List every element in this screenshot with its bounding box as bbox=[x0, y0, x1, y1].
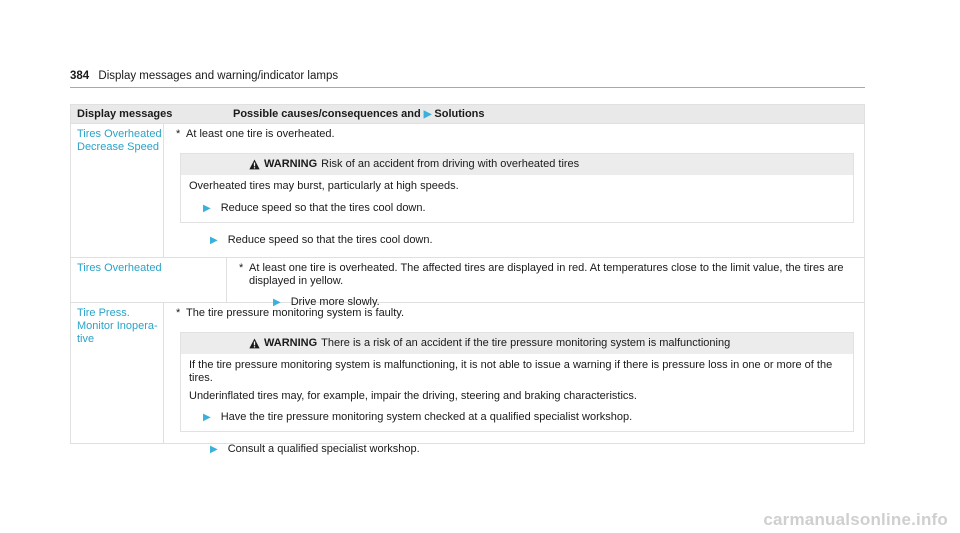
cause-marker: * bbox=[176, 128, 181, 140]
warning-step-text: Reduce speed so that the tires cool down. bbox=[220, 202, 426, 214]
play-arrow-icon: ▶ bbox=[210, 235, 218, 246]
display-messages-table bbox=[70, 104, 865, 455]
table-header bbox=[71, 105, 864, 123]
col-header-causes bbox=[227, 108, 864, 120]
col-header-display-messages: Display messages bbox=[77, 108, 173, 120]
warning-step-text: Have the tire pressure monitoring system checked at a qualified specialist workshop. bbox=[220, 411, 633, 423]
watermark: carmanualsonline.info bbox=[763, 510, 948, 529]
warning-triangle-icon bbox=[249, 338, 260, 349]
warning-header bbox=[181, 333, 853, 354]
display-message: Tires Overheated bbox=[71, 258, 227, 302]
cause-text: At least one tire is overheated. The affected tires are displayed in red. At temperatures close to the limit value, the tires are displayed in yellow. bbox=[249, 262, 844, 287]
warning-body bbox=[181, 354, 853, 431]
causes-cell bbox=[227, 258, 864, 308]
warning-label: WARNING bbox=[264, 158, 318, 170]
solution-step bbox=[210, 234, 854, 247]
cause-item bbox=[170, 128, 854, 141]
warning-step bbox=[203, 411, 845, 424]
display-message: Tire Press. Monitor Inopera-tive bbox=[71, 303, 164, 443]
play-arrow-icon: ▶ bbox=[273, 297, 281, 308]
table-row bbox=[71, 257, 864, 308]
cause-marker: * bbox=[176, 307, 181, 319]
play-arrow-icon: ▶ bbox=[423, 109, 432, 120]
warning-title: There is a risk of an accident if the tire pressure monitoring system is malfunctioning bbox=[321, 337, 731, 349]
table-row bbox=[71, 123, 864, 257]
solution-text: Drive more slowly. bbox=[290, 296, 380, 308]
warning-step bbox=[203, 202, 845, 215]
warning-header bbox=[181, 154, 853, 175]
page-number: 384 bbox=[70, 70, 90, 82]
warning-body bbox=[181, 175, 853, 222]
warning-title: Risk of an accident from driving with overheated tires bbox=[321, 158, 580, 170]
warning-box bbox=[180, 153, 854, 223]
warning-triangle-icon bbox=[249, 159, 260, 170]
warning-paragraph: Underinflated tires may, for example, impair the driving, steering and braking characteristics. bbox=[189, 390, 637, 402]
warning-paragraph: Overheated tires may burst, particularly at high speeds. bbox=[189, 180, 459, 192]
col-header-solutions-label: Solutions bbox=[434, 108, 485, 120]
cause-text: At least one tire is overheated. bbox=[186, 128, 335, 140]
cause-item bbox=[233, 262, 854, 288]
causes-cell bbox=[164, 124, 864, 257]
warning-box bbox=[180, 332, 854, 432]
col-header-causes-label: Possible causes/consequences and bbox=[233, 108, 421, 120]
page-header bbox=[70, 70, 338, 82]
solution-text: Reduce speed so that the tires cool down. bbox=[227, 234, 433, 246]
warning-paragraph: If the tire pressure monitoring system is malfunctioning, it is not able to issue a warning if there is pressure loss in one or more of the tires. bbox=[189, 359, 833, 384]
cause-marker: * bbox=[239, 262, 244, 274]
header-rule bbox=[70, 87, 865, 88]
play-arrow-icon: ▶ bbox=[203, 412, 211, 423]
display-message: Tires Overheated Decrease Speed bbox=[71, 124, 164, 257]
cause-item bbox=[170, 307, 854, 320]
solution-text: Consult a qualified specialist workshop. bbox=[227, 443, 420, 455]
solution-step bbox=[210, 443, 854, 456]
table-row bbox=[71, 302, 864, 455]
play-arrow-icon: ▶ bbox=[210, 444, 218, 455]
play-arrow-icon: ▶ bbox=[203, 203, 211, 214]
causes-cell bbox=[164, 303, 864, 455]
warning-label: WARNING bbox=[264, 337, 318, 349]
cause-text: The tire pressure monitoring system is faulty. bbox=[186, 307, 405, 319]
page-section-title: Display messages and warning/indicator lamps bbox=[98, 70, 339, 82]
